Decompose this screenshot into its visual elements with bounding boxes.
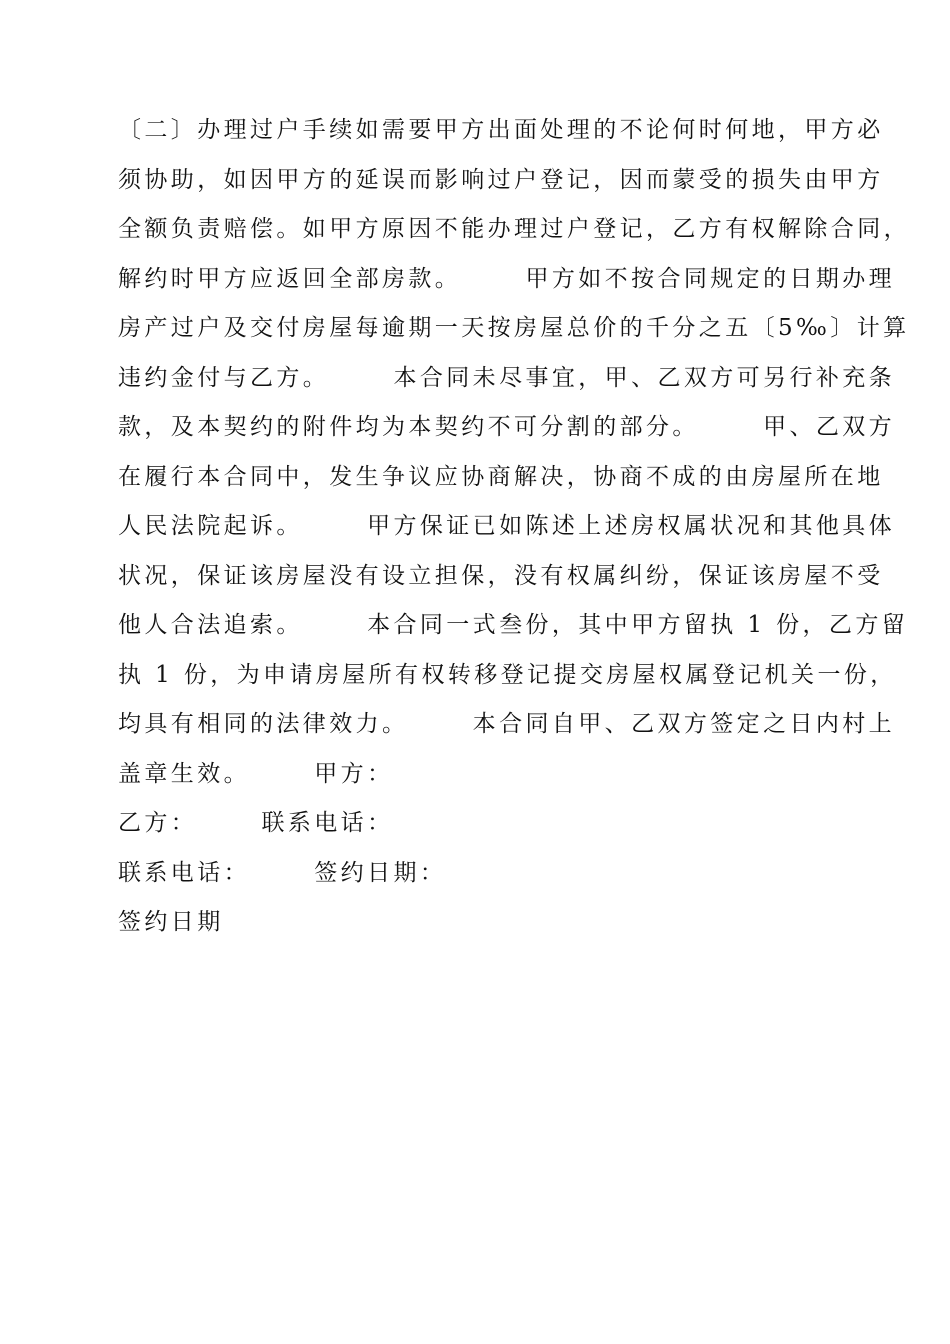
signature-line-party-a: 盖章生效。 甲方：	[118, 760, 394, 787]
text-line: 执 1 份，为申请房屋所有权转移登记提交房屋权属登记机关一份，	[118, 661, 897, 688]
text-line: 款，及本契约的附件均为本契约不可分割的部分。 甲、乙双方	[118, 414, 896, 440]
text-line: 〔二〕办理过户手续如需要甲方出面处理的不论何时何地，甲方必	[118, 117, 884, 143]
contract-body-text	[118, 106, 910, 948]
text-line: 房产过户及交付房屋每逾期一天按房屋总价的千分之五〔5‰〕计算	[118, 315, 910, 341]
text-line: 违约金付与乙方。 本合同未尽事宜，甲、乙双方可另行补充条	[118, 364, 896, 391]
text-line: 在履行本合同中，发生争议应协商解决，协商不成的由房屋所在地	[118, 463, 884, 490]
text-line: 须协助，如因甲方的延误而影响过户登记，因而蒙受的损失由甲方	[118, 166, 884, 193]
text-line: 解约时甲方应返回全部房款。 甲方如不按合同规定的日期办理	[118, 265, 896, 292]
text-line: 状况，保证该房屋没有设立担保，没有权属纠纷，保证该房屋不受	[118, 562, 884, 589]
text-line: 人民法院起诉。 甲方保证已如陈述上述房权属状况和其他具体	[118, 513, 896, 539]
text-line: 他人合法追索。 本合同一式叁份，其中甲方留执 1 份，乙方留	[118, 612, 909, 638]
text-line: 全额负责赔偿。如甲方原因不能办理过户登记，乙方有权解除合同，	[118, 216, 910, 242]
text-line: 均具有相同的法律效力。 本合同自甲、乙双方签定之日内村上	[118, 711, 896, 737]
signing-date-line: 签约日期	[118, 909, 224, 935]
signature-line-party-b: 乙方： 联系电话：	[118, 810, 394, 836]
contact-phone-line: 联系电话： 签约日期：	[118, 859, 447, 886]
